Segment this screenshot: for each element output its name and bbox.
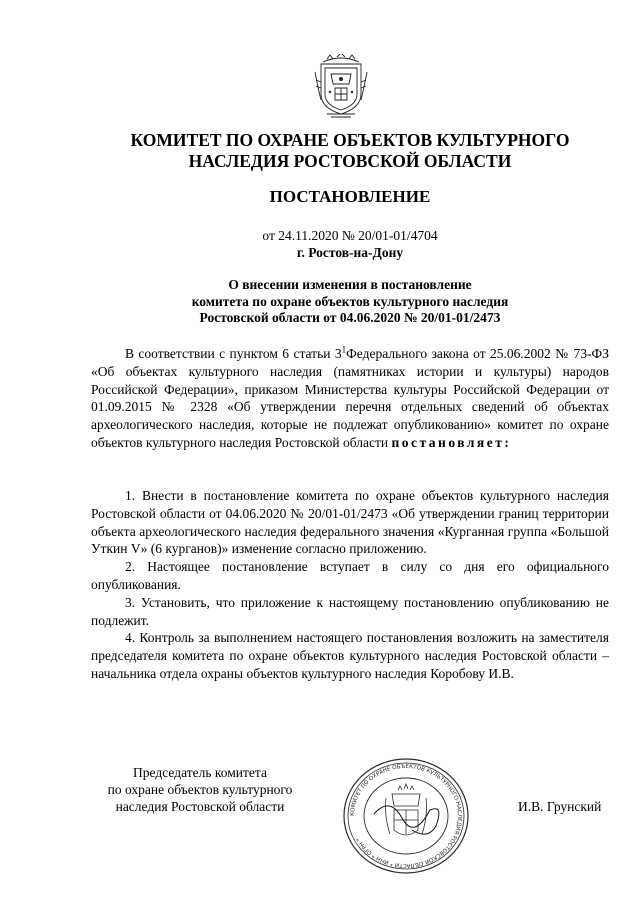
official-stamp	[340, 756, 472, 876]
signatory-position-line2: по охране объектов культурного	[107, 782, 293, 797]
signatory-position-line1: Председатель комитета	[133, 765, 267, 780]
document-type: ПОСТАНОВЛЕНИЕ	[269, 187, 431, 206]
signatory-position	[90, 764, 310, 815]
preamble-text-part2: Федерального закона от 25.06.2002 № 73-ФЗ «Об объектах культурного наследия (памятниках истории и культуры) народов Российской Федерации», приказом Министерства культуры Российской Федерации от 01.09.2015 № 2328 «Об утверждении перечня отдельных сведений об объектах археологического наследия, которые не подлежат опубликованию» комитет по охране объектов культурного наследия Ростовской области	[91, 346, 609, 450]
resolution-item-2: 2. Настоящее постановление вступает в силу со дня его официального опубликования.	[91, 559, 609, 592]
resolution-items	[91, 487, 609, 683]
signatory-name: И.В. Грунский	[518, 799, 602, 814]
committee-title	[60, 130, 640, 172]
resolution-item-1: 1. Внести в постановление комитета по охране объектов культурного наследия Ростовской области от 04.06.2020 № 20/01-01/2473 «Об утверждении границ территории объекта археологического наследия федерального значения «Курганная группа «Большой Уткин V» (6 курганов)» изменение согласно приложению.	[91, 488, 609, 557]
document-subject	[60, 277, 640, 327]
resolution-item-3: 3. Установить, что приложение к настоящему постановлению опубликованию не подлежит.	[91, 594, 609, 628]
document-city: г. Ростов-на-Дону	[296, 245, 404, 260]
signatory-position-line3: наследия Ростовской области	[115, 799, 285, 814]
resolution-item-4: 4. Контроль за выполнением настоящего постановления возложить на заместителя председателя комитета по охране объектов культурного наследия Ростовской области – начальника отдела охраны объектов культурного наследия Коробову И.В.	[91, 630, 609, 681]
stamp-ring-text: КОМИТЕТ ПО ОХРАНЕ ОБЪЕКТОВ КУЛЬТУРНОГО НАСЛЕДИЯ РОСТОВСКОЙ ОБЛАСТИ * ИНН * ОГРН *	[349, 763, 463, 869]
subject-line2: комитета по охране объектов культурного наследия	[191, 293, 509, 309]
subject-line1: О внесении изменения в постановление	[228, 277, 472, 292]
subject-line3: Ростовской области от 04.06.2020 № 20/01-01/2473	[199, 310, 501, 325]
document-date-number: от 24.11.2020 № 20/01-01/4704	[262, 228, 438, 243]
resolves-word: постановляет:	[391, 434, 512, 450]
committee-title-line1: КОМИТЕТ ПО ОХРАНЕ ОБЪЕКТОВ КУЛЬТУРНОГО	[130, 130, 570, 150]
preamble-text-part1: В соответствии с пунктом 6 статьи 3	[125, 346, 342, 361]
preamble-paragraph	[91, 345, 609, 452]
coat-of-arms-emblem	[313, 54, 369, 120]
preamble-superscript: 1	[341, 344, 347, 355]
committee-title-line2: НАСЛЕДИЯ РОСТОВСКОЙ ОБЛАСТИ	[188, 151, 512, 171]
